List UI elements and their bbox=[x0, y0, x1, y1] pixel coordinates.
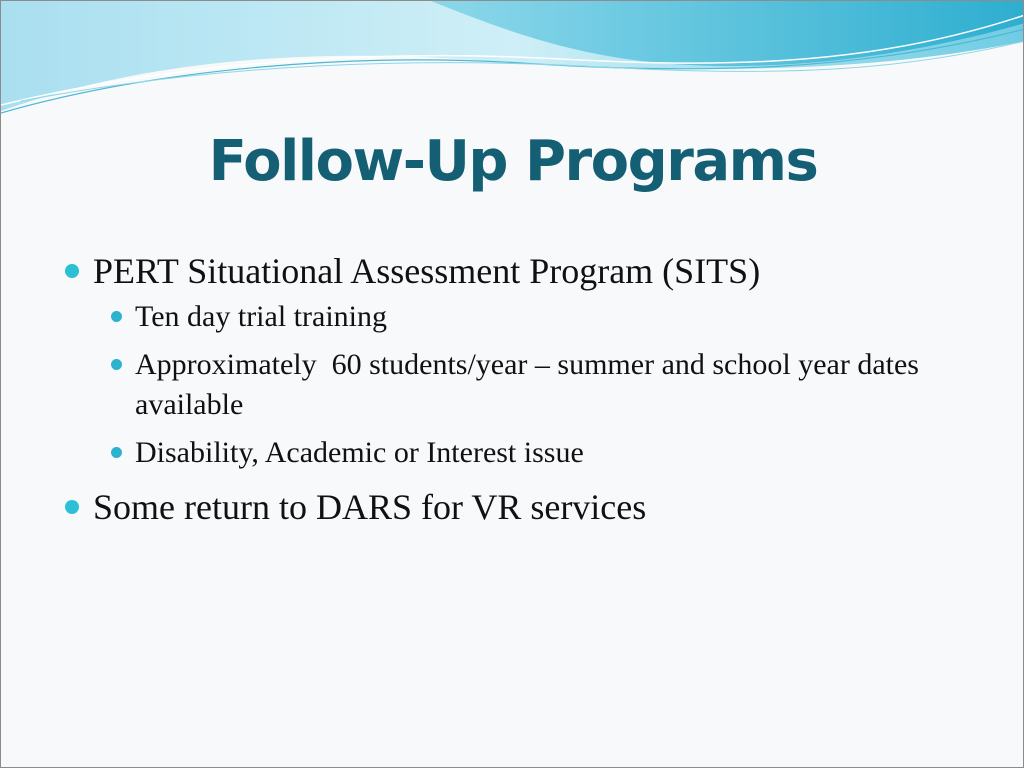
bullet-dot-icon bbox=[65, 264, 79, 278]
sub-bullet-item bbox=[93, 297, 961, 337]
bullet-item bbox=[61, 249, 961, 473]
bullet-text: PERT Situational Assessment Program (SITS) bbox=[93, 251, 761, 291]
bullet-dot-icon bbox=[65, 500, 79, 514]
slide-title: Follow-Up Programs bbox=[208, 129, 818, 194]
bullet-text: Some return to DARS for VR services bbox=[93, 487, 647, 527]
header-wave-decoration bbox=[1, 1, 1024, 141]
sub-bullet-item bbox=[93, 433, 961, 473]
sub-bullet-text: Approximately 60 students/year – summer and school year dates available bbox=[135, 348, 927, 421]
sub-bullet-text: Disability, Academic or Interest issue bbox=[135, 436, 584, 469]
sub-bullet-dot-icon bbox=[111, 447, 122, 458]
sub-bullet-list bbox=[93, 297, 961, 473]
sub-bullet-item bbox=[93, 345, 961, 425]
bullet-list bbox=[61, 249, 961, 537]
sub-bullet-text: Ten day trial training bbox=[135, 300, 387, 333]
sub-bullet-dot-icon bbox=[111, 359, 122, 370]
bullet-item bbox=[61, 485, 961, 529]
sub-bullet-dot-icon bbox=[111, 311, 122, 322]
